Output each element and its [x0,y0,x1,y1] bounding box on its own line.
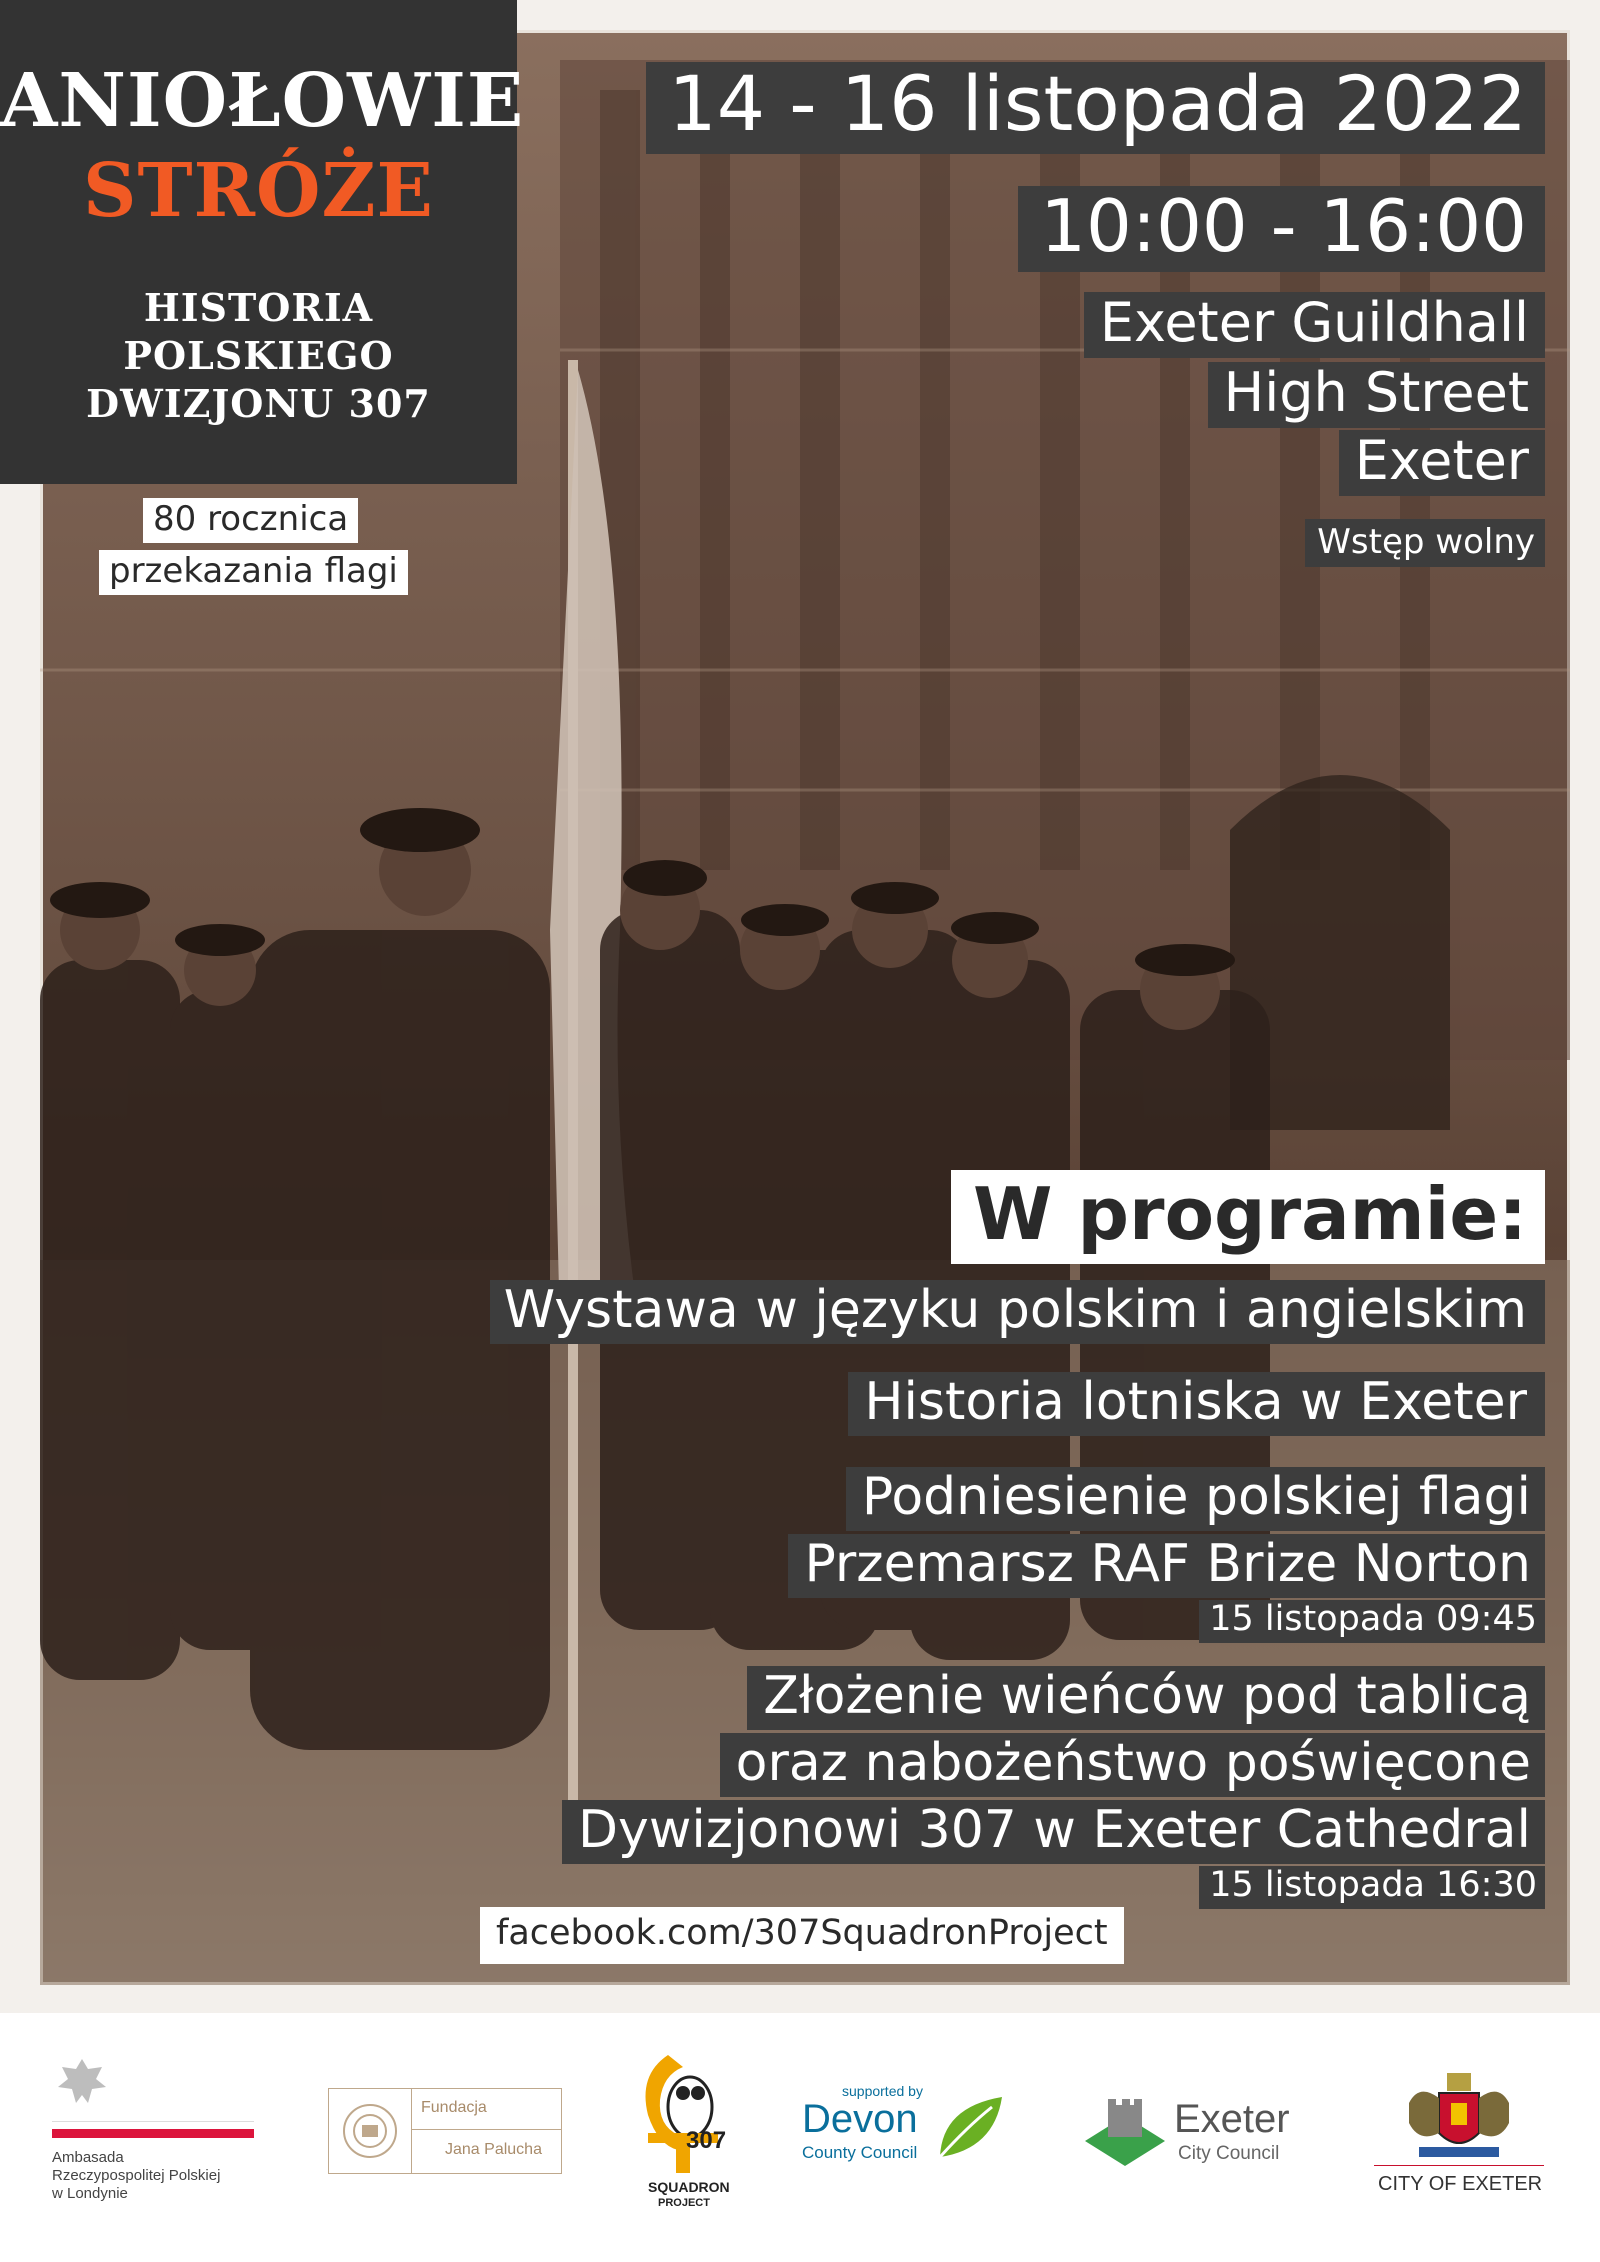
facebook-link[interactable]: facebook.com/307SquadronProject [480,1907,1124,1964]
embassy-logo [52,2053,262,2213]
event-time: 10:00 - 16:00 [1018,186,1545,272]
title-line2: STRÓŻE [83,148,434,234]
devon-council: County Council [802,2143,918,2162]
fundacja-logo [328,2088,562,2174]
fundacja-line1: Fundacja [421,2099,487,2116]
title-line1: ANIOŁOWIE [0,58,525,144]
embassy-line2: Rzeczypospolitej Polskiej [52,2167,221,2184]
venue-line2: High Street [1208,362,1545,428]
fundacja-emblem-icon [340,2101,400,2161]
devon-name: Devon [802,2097,918,2141]
owl-icon [628,2045,728,2175]
project-word: PROJECT [658,2197,710,2209]
fundacja-line2: Jana Palucha [445,2141,542,2158]
embassy-line1: Ambasada [52,2149,124,2166]
sponsor-footer [0,2013,1600,2262]
subtitle-line2: POLSKIEGO [123,333,394,378]
city-of-exeter-text: CITY OF EXETER [1378,2173,1543,2195]
programme-item-date: 15 listopada 09:45 [1199,1600,1545,1643]
squadron-word: SQUADRON [648,2179,730,2195]
devon-logo [800,2083,1010,2183]
embassy-line3: w Londynie [52,2185,128,2202]
subtitle-line1: HISTORIA [143,285,374,330]
programme-item: Historia lotniska w Exeter [848,1372,1545,1436]
leaf-icon [932,2087,1012,2167]
programme-item: Dywizjonowi 307 w Exeter Cathedral [562,1800,1545,1864]
programme-item: Przemarsz RAF Brize Norton [788,1534,1545,1598]
city-of-exeter-logo [1374,2063,1544,2203]
programme-item-date: 15 listopada 16:30 [1199,1866,1545,1909]
eagle-icon [52,2053,112,2109]
squadron-project-logo [628,2045,728,2215]
anniversary-line2: przekazania flagi [99,550,408,595]
programme-heading: W programie: [951,1170,1545,1264]
event-date: 14 - 16 listopada 2022 [646,62,1545,154]
programme-item: Złożenie wieńców pod tablicą [747,1666,1545,1730]
exeter-city-council-logo [1080,2091,1300,2181]
venue-line1: Exeter Guildhall [1084,292,1545,358]
venue-line3: Exeter [1339,430,1545,496]
anniversary-line1: 80 rocznica [143,498,358,543]
squadron-number: 307 [686,2127,727,2154]
exeter-cc-council: City Council [1178,2143,1280,2164]
programme-item: Wystawa w języku polskim i angielskim [490,1280,1545,1344]
programme-item: oraz nabożeństwo poświęcone [720,1733,1545,1797]
devon-supported: supported by [842,2083,923,2099]
exeter-cc-name: Exeter [1174,2097,1290,2141]
coat-of-arms-icon [1399,2063,1519,2163]
programme-item: Podniesienie polskiej flagi [846,1467,1545,1531]
castle-icon [1080,2091,1170,2171]
subtitle-line3: DWIZJONU 307 [86,381,431,426]
title-box [0,0,525,484]
entry-free: Wstęp wolny [1305,519,1545,567]
